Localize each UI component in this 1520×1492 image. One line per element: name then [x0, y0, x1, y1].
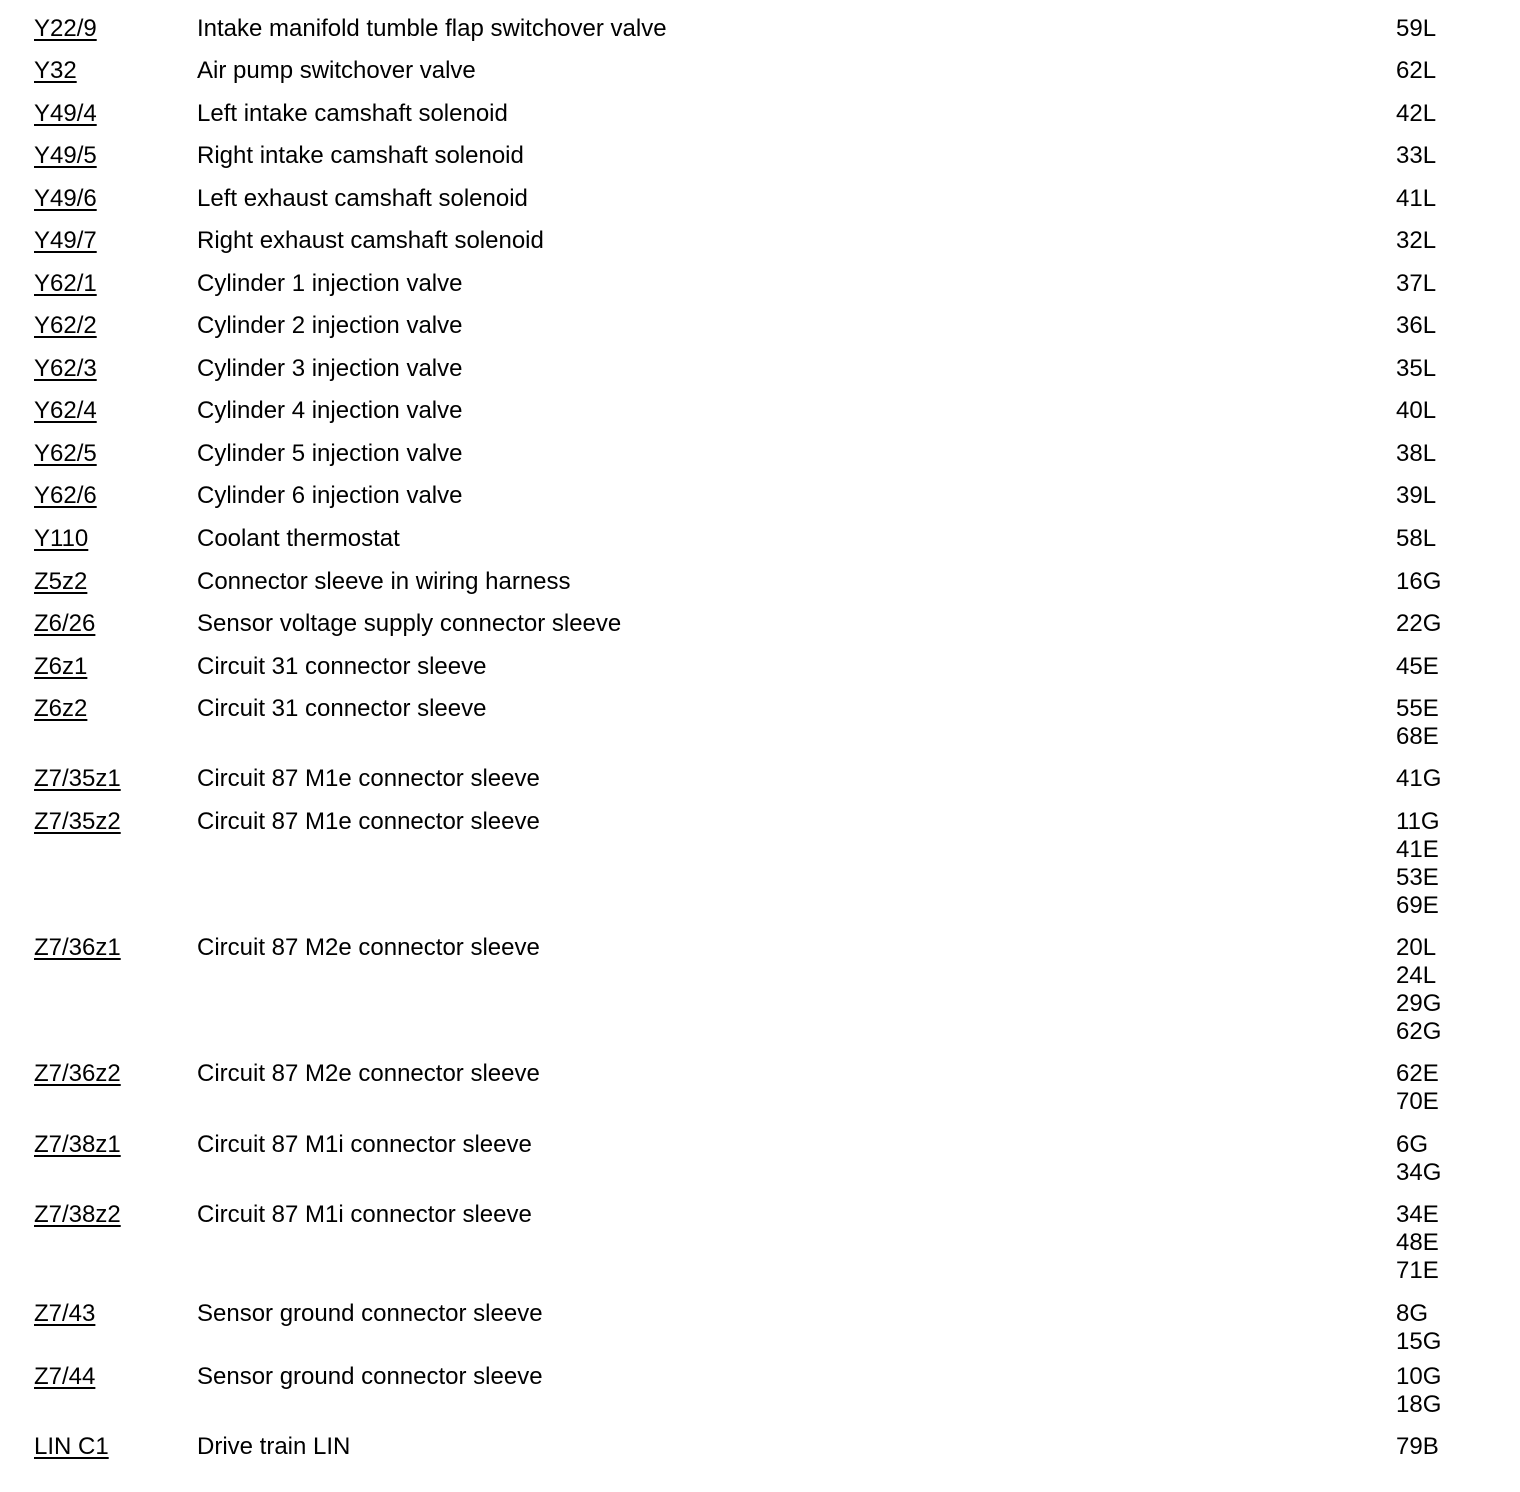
component-code-link[interactable]: LIN C1	[34, 1433, 109, 1460]
grid-reference: 41E	[1396, 836, 1439, 863]
component-description: Sensor voltage supply connector sleeve	[197, 610, 622, 637]
component-description: Right intake camshaft solenoid	[197, 142, 524, 169]
component-code-link[interactable]: Z5z2	[34, 568, 88, 595]
grid-reference: 37L	[1396, 270, 1437, 297]
grid-reference-list	[1396, 808, 1440, 920]
grid-reference-list	[1396, 355, 1436, 383]
grid-reference-list	[1396, 142, 1436, 170]
grid-reference: 41L	[1396, 185, 1437, 212]
component-code-link[interactable]: Z6/26	[34, 610, 96, 637]
grid-reference: 45E	[1396, 653, 1439, 680]
grid-reference: 62E	[1396, 1060, 1439, 1087]
component-code-link[interactable]: Z7/36z1	[34, 934, 121, 961]
grid-reference: 69E	[1396, 892, 1439, 919]
grid-reference-list	[1396, 482, 1436, 510]
component-description: Cylinder 1 injection valve	[197, 270, 463, 297]
component-description: Circuit 87 M1i connector sleeve	[197, 1201, 532, 1228]
grid-reference-list	[1396, 1433, 1439, 1461]
component-code-link[interactable]: Y49/6	[34, 185, 97, 212]
grid-reference-list	[1396, 568, 1441, 596]
component-description: Circuit 87 M2e connector sleeve	[197, 1060, 540, 1087]
component-description: Circuit 87 M2e connector sleeve	[197, 934, 540, 961]
grid-reference: 41G	[1396, 765, 1442, 792]
grid-reference-list	[1396, 695, 1439, 751]
grid-reference-list	[1396, 185, 1436, 213]
component-description: Connector sleeve in wiring harness	[197, 568, 571, 595]
grid-reference: 6G	[1396, 1131, 1429, 1158]
component-description: Air pump switchover valve	[197, 57, 476, 84]
grid-reference-list	[1396, 1363, 1441, 1419]
component-code-link[interactable]: Y32	[34, 57, 77, 84]
grid-reference-list	[1396, 1300, 1441, 1356]
component-description: Circuit 87 M1e connector sleeve	[197, 808, 540, 835]
grid-reference-list	[1396, 653, 1439, 681]
component-code-link[interactable]: Z6z1	[34, 653, 88, 680]
component-code-link[interactable]: Z7/44	[34, 1363, 96, 1390]
component-description: Left intake camshaft solenoid	[197, 100, 508, 127]
grid-reference: 10G	[1396, 1363, 1442, 1390]
component-code-link[interactable]: Y49/7	[34, 227, 97, 254]
grid-reference: 33L	[1396, 142, 1437, 169]
component-code-link[interactable]: Z7/35z1	[34, 765, 121, 792]
grid-reference-list	[1396, 15, 1436, 43]
grid-reference: 34G	[1396, 1159, 1442, 1186]
grid-reference: 16G	[1396, 568, 1442, 595]
component-code-link[interactable]: Z7/38z1	[34, 1131, 121, 1158]
grid-reference-list	[1396, 397, 1436, 425]
grid-reference: 29G	[1396, 990, 1442, 1017]
grid-reference-list	[1396, 1201, 1439, 1285]
component-code-link[interactable]: Y62/2	[34, 312, 97, 339]
component-code-link[interactable]: Y22/9	[34, 15, 97, 42]
grid-reference: 55E	[1396, 695, 1439, 722]
component-description: Cylinder 5 injection valve	[197, 440, 463, 467]
grid-reference: 62G	[1396, 1018, 1442, 1045]
grid-reference: 62L	[1396, 57, 1437, 84]
grid-reference: 59L	[1396, 15, 1437, 42]
grid-reference-list	[1396, 525, 1436, 553]
grid-reference-list	[1396, 100, 1436, 128]
grid-reference-list	[1396, 312, 1436, 340]
component-description: Cylinder 6 injection valve	[197, 482, 463, 509]
grid-reference: 11G	[1396, 808, 1440, 835]
grid-reference-list	[1396, 1131, 1441, 1187]
grid-reference: 39L	[1396, 482, 1437, 509]
component-description: Cylinder 4 injection valve	[197, 397, 463, 424]
grid-reference: 20L	[1396, 934, 1437, 961]
component-code-link[interactable]: Y62/5	[34, 440, 97, 467]
grid-reference: 24L	[1396, 962, 1437, 989]
component-code-link[interactable]: Y49/4	[34, 100, 97, 127]
component-description: Cylinder 2 injection valve	[197, 312, 463, 339]
grid-reference-list	[1396, 610, 1441, 638]
component-code-link[interactable]: Y62/3	[34, 355, 97, 382]
component-description: Intake manifold tumble flap switchover valve	[197, 15, 667, 42]
grid-reference: 36L	[1396, 312, 1437, 339]
grid-reference-list	[1396, 765, 1441, 793]
grid-reference-list	[1396, 227, 1436, 255]
grid-reference: 34E	[1396, 1201, 1439, 1228]
grid-reference-list	[1396, 440, 1436, 468]
component-code-link[interactable]: Z7/38z2	[34, 1201, 121, 1228]
component-code-link[interactable]: Z7/43	[34, 1300, 96, 1327]
component-description: Sensor ground connector sleeve	[197, 1363, 543, 1390]
grid-reference: 38L	[1396, 440, 1437, 467]
grid-reference: 40L	[1396, 397, 1437, 424]
component-description: Left exhaust camshaft solenoid	[197, 185, 528, 212]
grid-reference: 48E	[1396, 1229, 1439, 1256]
component-code-link[interactable]: Z7/36z2	[34, 1060, 121, 1087]
grid-reference: 22G	[1396, 610, 1442, 637]
component-code-link[interactable]: Y110	[34, 525, 89, 552]
component-code-link[interactable]: Y62/4	[34, 397, 97, 424]
component-code-link[interactable]: Y62/1	[34, 270, 97, 297]
component-description: Sensor ground connector sleeve	[197, 1300, 543, 1327]
component-code-link[interactable]: Z7/35z2	[34, 808, 121, 835]
component-description: Circuit 87 M1i connector sleeve	[197, 1131, 532, 1158]
component-description: Cylinder 3 injection valve	[197, 355, 463, 382]
grid-reference: 32L	[1396, 227, 1437, 254]
grid-reference: 58L	[1396, 525, 1437, 552]
component-code-link[interactable]: Y49/5	[34, 142, 97, 169]
grid-reference: 79B	[1396, 1433, 1439, 1460]
component-description: Right exhaust camshaft solenoid	[197, 227, 544, 254]
grid-reference: 68E	[1396, 723, 1439, 750]
grid-reference: 35L	[1396, 355, 1437, 382]
grid-reference: 18G	[1396, 1391, 1442, 1418]
grid-reference-list	[1396, 1060, 1439, 1116]
grid-reference-list	[1396, 270, 1436, 298]
grid-reference-list	[1396, 57, 1436, 85]
grid-reference: 71E	[1396, 1257, 1439, 1284]
component-code-link[interactable]: Z6z2	[34, 695, 88, 722]
grid-reference: 8G	[1396, 1300, 1429, 1327]
component-description: Circuit 87 M1e connector sleeve	[197, 765, 540, 792]
component-code-link[interactable]: Y62/6	[34, 482, 97, 509]
grid-reference: 70E	[1396, 1088, 1439, 1115]
component-description: Circuit 31 connector sleeve	[197, 653, 487, 680]
grid-reference: 42L	[1396, 100, 1437, 127]
grid-reference: 15G	[1396, 1328, 1442, 1355]
component-description: Drive train LIN	[197, 1433, 351, 1460]
grid-reference: 53E	[1396, 864, 1439, 891]
component-description: Circuit 31 connector sleeve	[197, 695, 487, 722]
component-description: Coolant thermostat	[197, 525, 400, 552]
grid-reference-list	[1396, 934, 1441, 1046]
